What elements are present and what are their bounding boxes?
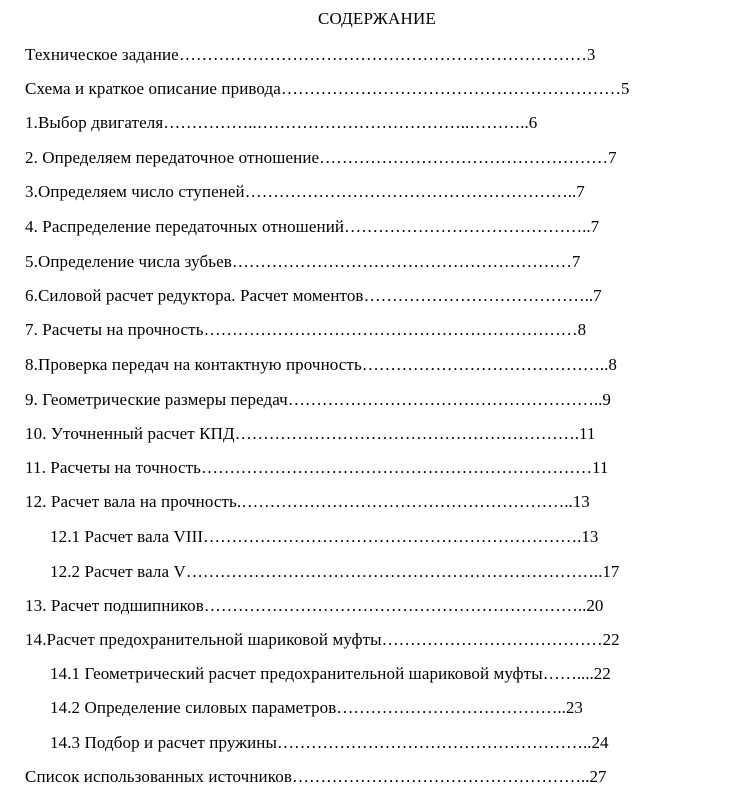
toc-entry — [25, 319, 586, 341]
toc-entry — [25, 181, 585, 203]
toc-entry — [25, 389, 611, 411]
toc-leader: ……………………………………………………………….. — [185, 562, 603, 581]
toc-entry — [25, 457, 608, 479]
toc-entry-title: 9. Геометрические размеры передач — [25, 390, 288, 409]
toc-leader: ……………………………………………….. — [277, 733, 592, 752]
toc-page-number: 27 — [589, 767, 607, 786]
toc-page-number: 8 — [577, 320, 587, 339]
toc-entry-title: 14.1 Геометрический расчет предохранительной шариковой муфты — [50, 664, 543, 683]
toc-page-number: 9 — [602, 390, 611, 409]
toc-leader: …………………………………….. — [361, 355, 609, 374]
toc-entry-title: 14.Расчет предохранительной шариковой муфты — [25, 630, 382, 649]
toc-page-number: 23 — [565, 698, 583, 717]
toc-entry-title: 4. Распределение передаточных отношений — [25, 217, 345, 236]
toc-entry — [25, 251, 580, 273]
toc-entry-title: 14.2 Определение силовых параметров — [50, 698, 337, 717]
toc-entry — [25, 216, 599, 238]
toc-entry-title: Техническое задание — [25, 45, 179, 64]
toc-entry-title: 13. Расчет подшипников — [25, 596, 204, 615]
toc-entry-title: 11. Расчеты на точность — [25, 458, 202, 477]
toc-entry — [25, 147, 617, 169]
toc-page-number: 22 — [602, 630, 620, 649]
toc-entry-title: 1.Выбор двигателя — [25, 113, 164, 132]
toc-leader: ………………………………………………….. — [241, 492, 573, 511]
toc-leader: ………………………………………………………… — [203, 320, 578, 339]
toc-entry-title: 7. Расчеты на прочность — [25, 320, 204, 339]
toc-entry — [25, 78, 629, 100]
toc-page-number: 11 — [592, 458, 609, 477]
toc-subentry — [50, 526, 598, 548]
toc-leader: ………………………………………………….. — [244, 182, 577, 201]
toc-leader: …………………………………………………… — [280, 79, 621, 98]
toc-leader: …………………………………………………………… — [201, 458, 593, 477]
toc-leader: …………………………………………….. — [291, 767, 590, 786]
toc-leader: ……………………………………………….. — [287, 390, 603, 409]
toc-entry — [25, 491, 590, 513]
toc-page-number: 7 — [571, 252, 581, 271]
toc-leader: ………………………………….. — [363, 286, 594, 305]
toc-leader: ………………………………….. — [336, 698, 566, 717]
toc-entry — [25, 766, 606, 788]
toc-entry-title: Список использованных источников — [25, 767, 292, 786]
toc-page-number: 5 — [620, 79, 630, 98]
toc-page-number: 22 — [593, 664, 611, 683]
toc-page-number: 7 — [576, 182, 585, 201]
toc-entry — [25, 44, 595, 66]
toc-page-number: 6 — [528, 113, 538, 132]
toc-subentry — [50, 663, 611, 685]
toc-leader: …………………………………………………………. — [203, 527, 582, 546]
toc-subentry — [50, 732, 609, 754]
toc-page-number: 11 — [578, 424, 596, 443]
toc-leader: ……………………………………………………. — [234, 424, 579, 443]
toc-entry-title: 12.1 Расчет вала VIII — [50, 527, 204, 546]
toc-entry — [25, 354, 617, 376]
toc-entry — [25, 285, 602, 307]
toc-leader: …………………………………………………… — [231, 252, 572, 271]
page-title: СОДЕРЖАНИЕ — [317, 9, 437, 28]
toc-entry-title: 2. Определяем передаточное отношение — [25, 148, 320, 167]
toc-subentry — [50, 561, 619, 583]
toc-leader: ………………………………… — [381, 630, 603, 649]
toc-leader: ……………………………………………………………… — [178, 45, 587, 64]
toc-entry-title: 12.2 Расчет вала V — [50, 562, 186, 581]
toc-entry — [25, 423, 595, 445]
toc-entry-title: 10. Уточненный расчет КПД — [25, 424, 235, 443]
toc-leader: ………………………………………………………….. — [203, 596, 587, 615]
toc-subentry — [50, 697, 583, 719]
toc-leader: …….... — [542, 664, 594, 683]
toc-leader: ……………..………………………………..……….. — [163, 113, 529, 132]
toc-entry — [25, 595, 603, 617]
toc-entry-title: 8.Проверка передач на контактную прочность — [25, 355, 362, 374]
toc-entry — [25, 112, 537, 134]
toc-page-number: 24 — [591, 733, 609, 752]
toc-page-number: 7 — [593, 286, 602, 305]
toc-entry-title: 3.Определяем число ступеней — [25, 182, 245, 201]
toc-page-number: 13 — [581, 527, 599, 546]
toc-page-number: 7 — [608, 148, 617, 167]
toc-entry — [25, 629, 620, 651]
toc-entry-title: 14.3 Подбор и расчет пружины — [50, 733, 278, 752]
toc-page-number: 8 — [608, 355, 617, 374]
toc-page-number: 7 — [590, 217, 600, 236]
toc-leader: …………………………………………… — [319, 148, 609, 167]
toc-entry-title: 6.Силовой расчет редуктора. Расчет моментов — [25, 286, 364, 305]
toc-page-number: 20 — [586, 596, 604, 615]
toc-page-number: 13 — [572, 492, 590, 511]
toc-entry-title: Схема и краткое описание привода — [25, 79, 281, 98]
toc-page-number: 17 — [602, 562, 620, 581]
toc-entry-title: 12. Расчет вала на прочность. — [25, 492, 242, 511]
toc-leader: …………………………………….. — [344, 217, 591, 236]
toc-page-number: 3 — [586, 45, 596, 64]
toc-entry-title: 5.Определение числа зубьев — [25, 252, 232, 271]
